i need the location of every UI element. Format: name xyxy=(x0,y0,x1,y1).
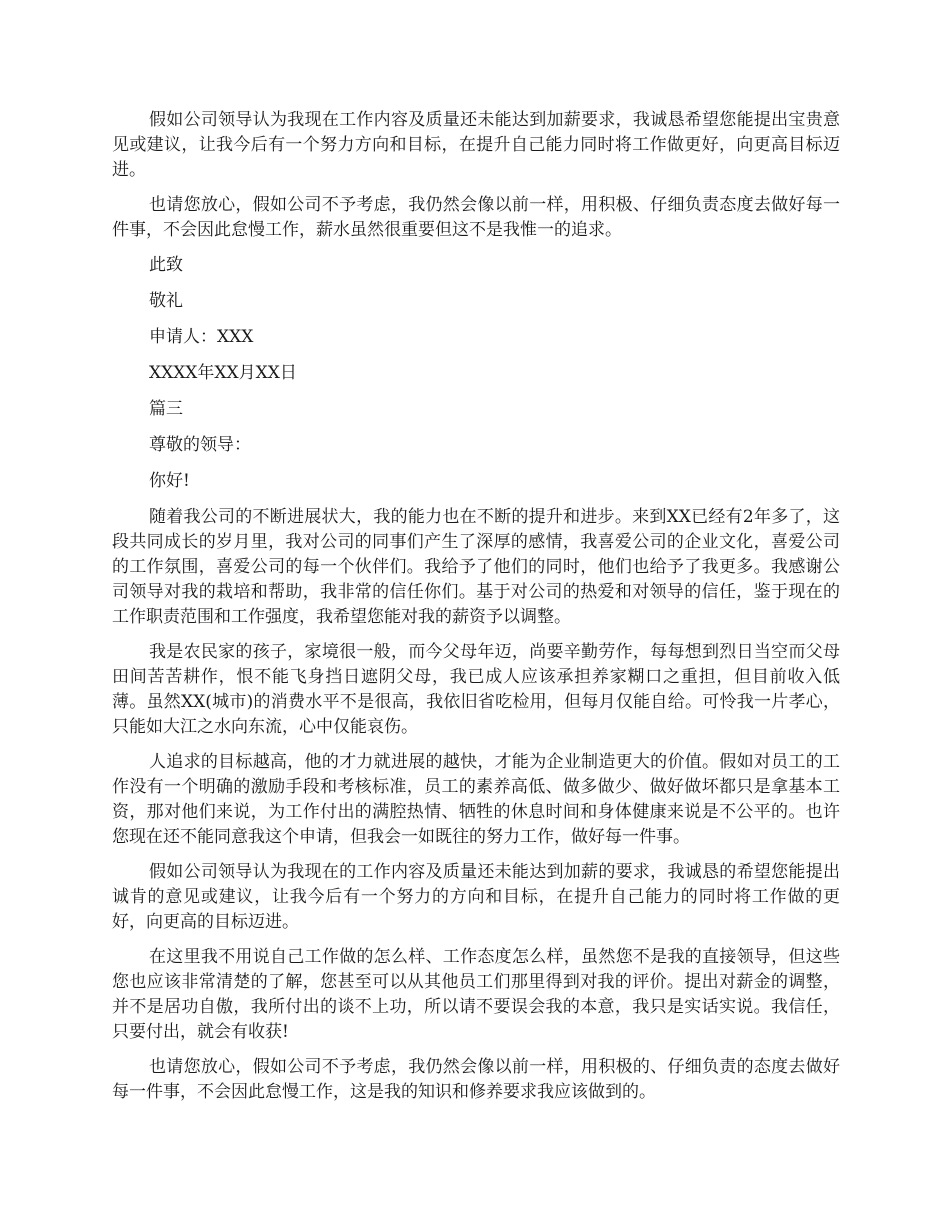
closing-regards: 敬礼 xyxy=(149,291,183,311)
section-heading: 篇三 xyxy=(149,399,183,419)
paragraph-reassurance: 也请您放心，假如公司不予考虑，我仍然会像以前一样，用积极、仔细负责态度去做好每一件事，不会因此怠慢工作，薪水虽然很重要但这不是我惟一的追求。 xyxy=(112,195,840,240)
paragraph-raise-request: 假如公司领导认为我现在工作内容及质量还未能达到加薪要求，我诚恳希望您能提出宝贵意见或建议，让我今后有一个努力方向和目标，在提升自己能力同时将工作做更好，向更高目标迈进。 xyxy=(112,110,840,180)
paragraph-family-background: 我是农民家的孩子，家境很一般，而今父母年迈，尚要辛勤劳作，每每想到烈日当空而父母田间苦苦耕作，恨不能飞身挡日遮阴父母，我已成人应该承担养家糊口之重担，但目前收入低薄。虽然XX(城市)的消费水平不是很高，我依旧省吃检用，但每月仅能自给。可怜我一片孝心，只能如大江之水向东流，心中仅能哀伤。 xyxy=(112,642,840,737)
paragraph-goals: 人追求的目标越高，他的才力就进展的越快，才能为企业制造更大的价值。假如对员工的工作没有一个明确的激励手段和考核标准，员工的素养高低、做多做少、做好做坏都只是拿基本工资，那对他们来说，为工作付出的满腔热情、牺牲的休息时间和身体健康来说是不公平的。也许您现在还不能同意我这个申请，但我会一如既往的努力工作，做好每一件事。 xyxy=(112,752,840,847)
paragraph-company-growth: 随着我公司的不断进展状大，我的能力也在不断的提升和进步。来到XX已经有2年多了，这段共同成长的岁月里，我对公司的同事们产生了深厚的感情，我喜爱公司的企业文化，喜爱公司的工作氛围，喜爱公司的每一个伙伴们。我给予了他们的同时，他们也给予了我更多。我感谢公司领导对我的栽培和帮助，我非常的信任你们。基于对公司的热爱和对领导的信任，鉴于现在的工作职责范围和工作强度，我希望您能对我的薪资予以调整。 xyxy=(112,507,840,627)
document-body xyxy=(112,108,840,1115)
letter-greeting: 尊敬的领导： xyxy=(149,435,251,455)
applicant-signature: 申请人：XXX xyxy=(149,327,254,347)
closing-salutation: 此致 xyxy=(149,255,183,275)
paragraph-self-assessment: 在这里我不用说自己工作做的怎么样、工作态度怎么样，虽然您不是我的直接领导，但这些您也应该非常清楚的了解，您甚至可以从其他员工们那里得到对我的评价。提出对薪金的调整，并不是居功自傲，我所付出的谈不上功，所以请不要误会我的本意，我只是实话实说。我信任，只要付出，就会有收获! xyxy=(112,947,840,1042)
letter-date: XXXX年XX月XX日 xyxy=(149,363,297,383)
paragraph-final-reassurance: 也请您放心，假如公司不予考虑，我仍然会像以前一样，用积极的、仔细负责的态度去做好每一件事，不会因此怠慢工作，这是我的知识和修养要求我应该做到的。 xyxy=(112,1057,840,1102)
paragraph-feedback-request: 假如公司领导认为我现在的工作内容及质量还未能达到加薪的要求，我诚恳的希望您能提出诚肯的意见或建议，让我今后有一个努力的方向和目标，在提升自己能力的同时将工作做的更好，向更高的目标迈进。 xyxy=(112,862,840,932)
letter-hello: 你好! xyxy=(149,471,190,491)
